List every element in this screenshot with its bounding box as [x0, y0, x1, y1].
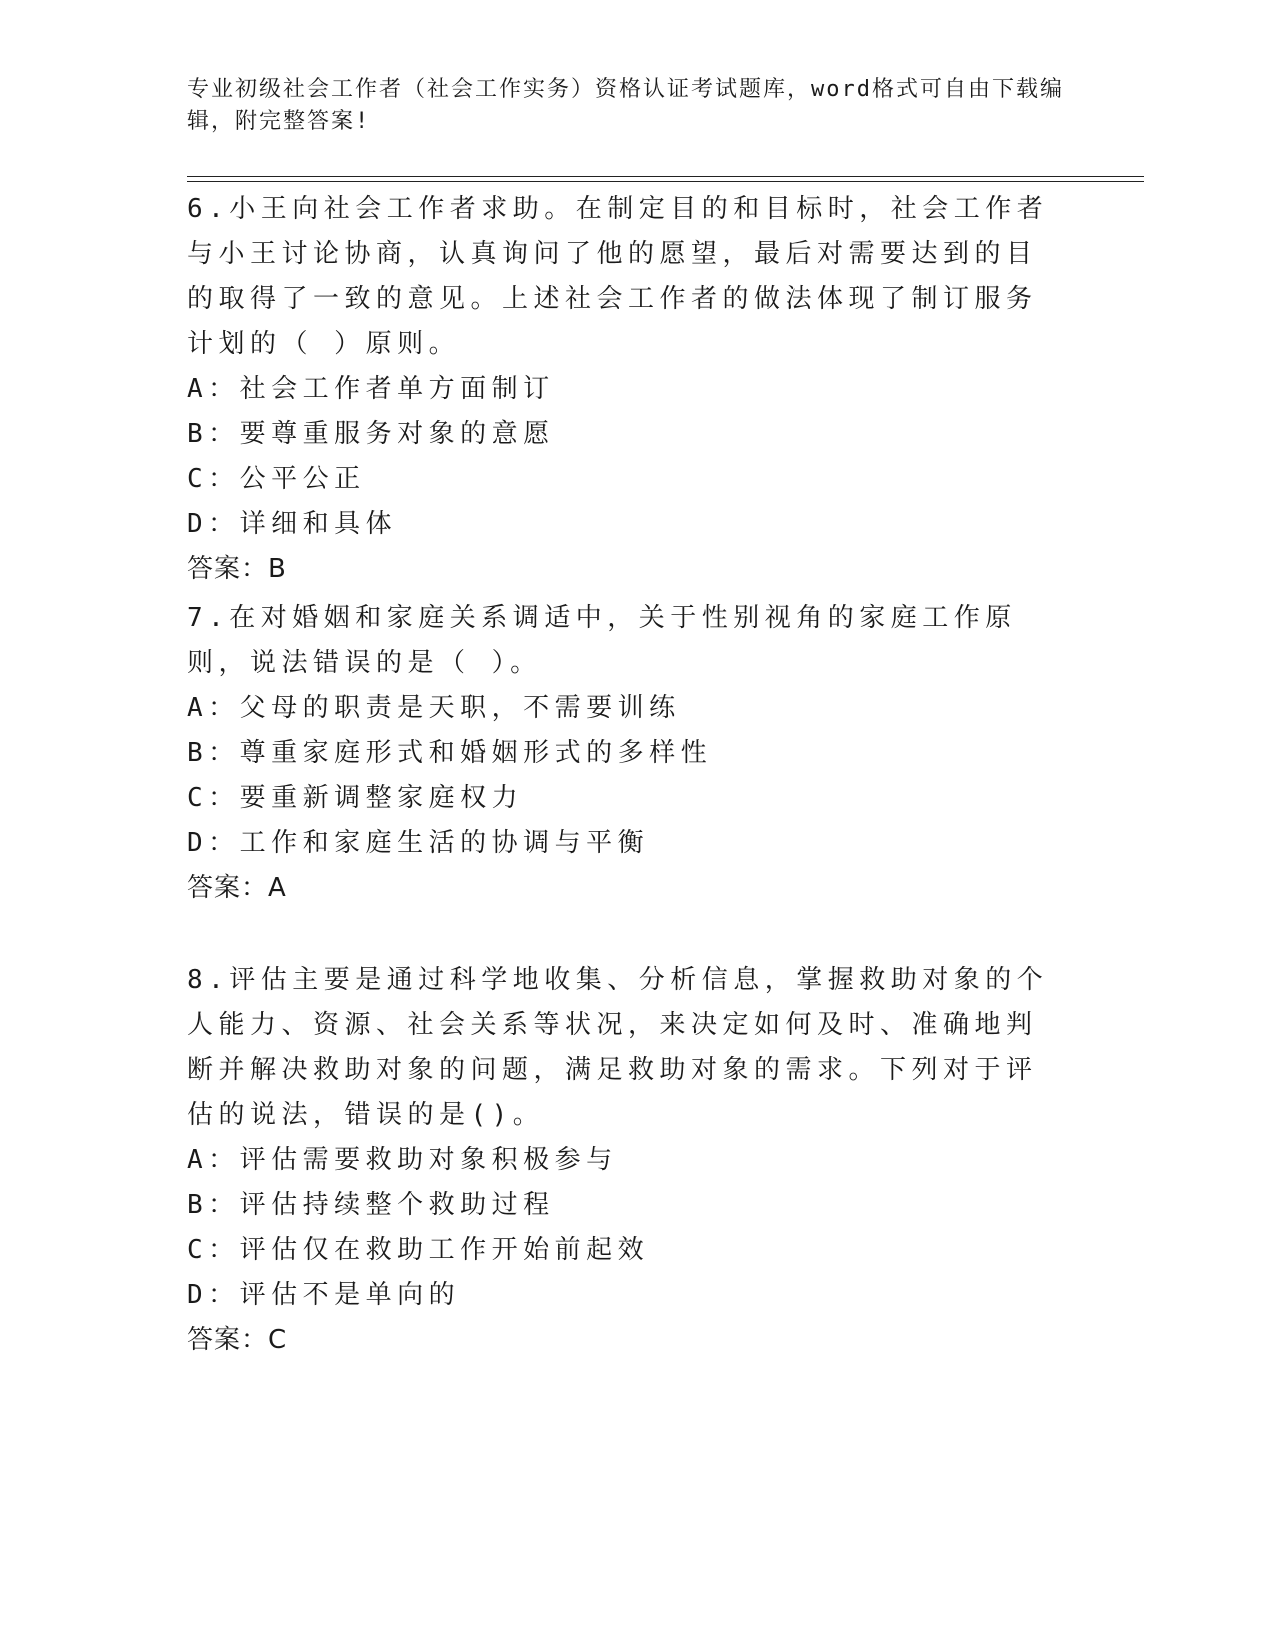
option-b: B：要尊重服务对象的意愿 [187, 419, 555, 449]
option-a: A：评估需要救助对象积极参与 [187, 1145, 618, 1175]
header-rule-bottom [187, 181, 1144, 182]
question-stem: 6.小王向社会工作者求助。在制定目的和目标时，社会工作者与小王讨论协商，认真询问了他的愿望，最后对需要达到的目的取得了一致的意见。上述社会工作者的做法体现了制订服务计划的（ ）原则。 [187, 194, 1049, 359]
option-c: C：要重新调整家庭权力 [187, 783, 524, 813]
question-stem: 8.评估主要是通过科学地收集、分析信息，掌握救助对象的个人能力、资源、社会关系等状况，来决定如何及时、准确地判断并解决救助对象的问题，满足救助对象的需求。下列对于评估的说法，错误的是()。 [187, 965, 1049, 1130]
question-6 [187, 187, 1067, 592]
question-7 [187, 596, 1067, 911]
option-c: C：公平公正 [187, 464, 366, 494]
question-8 [187, 958, 1067, 1363]
question-stem: 7.在对婚姻和家庭关系调适中，关于性别视角的家庭工作原则，说法错误的是（ ）。 [187, 603, 1017, 678]
option-a: A：父母的职责是天职，不需要训练 [187, 693, 681, 723]
answer: 答案：B [187, 554, 287, 584]
document-header: 专业初级社会工作者（社会工作实务）资格认证考试题库，word格式可自由下载编辑，附完整答案! [187, 77, 1064, 134]
option-a: A：社会工作者单方面制订 [187, 374, 555, 404]
option-d: D：详细和具体 [187, 509, 398, 539]
answer: 答案：A [187, 873, 287, 903]
header-rule-top [187, 176, 1144, 177]
option-c: C：评估仅在救助工作开始前起效 [187, 1235, 650, 1265]
option-d: D：工作和家庭生活的协调与平衡 [187, 828, 650, 858]
option-d: D：评估不是单向的 [187, 1280, 461, 1310]
option-b: B：尊重家庭形式和婚姻形式的多样性 [187, 738, 713, 768]
option-b: B：评估持续整个救助过程 [187, 1190, 555, 1220]
answer: 答案：C [187, 1325, 288, 1355]
